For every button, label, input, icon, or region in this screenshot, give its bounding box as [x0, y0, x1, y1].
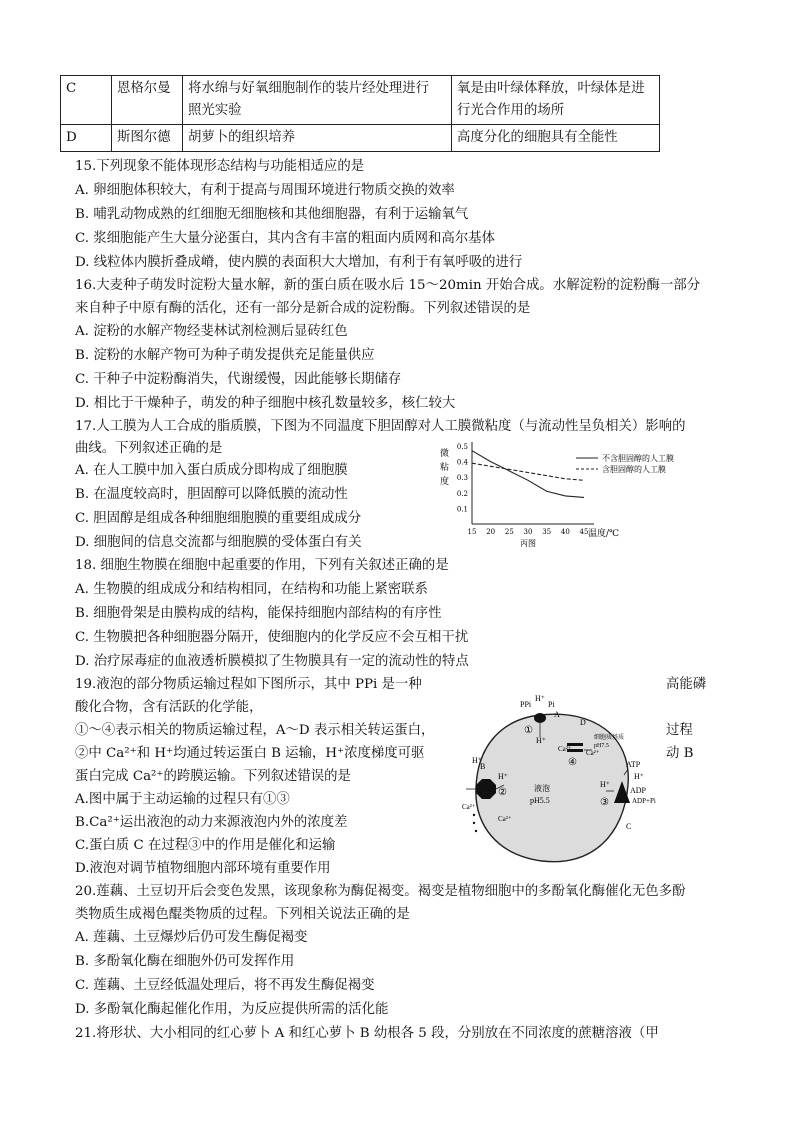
option-a: A. 淀粉的水解产物经斐林试剂检测后显砖红色 [75, 324, 348, 339]
question-stem: 20.莲藕、土豆切开后会变色发黑，该现象称为酶促褐变。褐变是植物细胞中的多酚氧化酶催化无色多酚 [75, 884, 686, 899]
label-h: H⁺ [535, 695, 545, 703]
experiment-table [60, 75, 660, 152]
label-atp: ATP [626, 760, 641, 769]
table-row [61, 76, 660, 125]
label-ca: Ca²⁺ [498, 815, 512, 823]
x-tick-label: 30 [523, 528, 533, 536]
label-ca: Ca²⁺ [586, 749, 600, 757]
question-stem: 高能磷 [666, 677, 707, 692]
table-cell [183, 76, 452, 125]
x-tick-label: 25 [504, 528, 514, 536]
label-1: ① [524, 725, 533, 736]
vacuole-transport-figure [452, 695, 662, 875]
series-line [472, 451, 584, 498]
label-adp: ADP [630, 786, 647, 795]
question-stem: ①～④表示相关的物质运输过程，A～D 表示相关转运蛋白， [75, 723, 435, 738]
option-a: A. 生物膜的组成成分和结构相同，在结构和功能上紧密联系 [75, 582, 428, 597]
label-ca: Ca²⁺ [462, 803, 476, 811]
label-ca: Ca²⁺ [558, 745, 572, 753]
question-stem: 15.下列现象不能体现形态结构与功能相适应的是 [75, 159, 365, 174]
option-c: C. 胆固醇是组成各种细胞细胞膜的重要组成成分 [75, 511, 362, 526]
label-h: H⁺ [498, 772, 508, 781]
label-b: B [480, 762, 486, 771]
label-cytoplasm: 细胞质基质 [594, 735, 625, 741]
label-c: C [626, 822, 632, 831]
label-pi: Pi [548, 700, 555, 709]
option-a: A. 卵细胞体积较大，有利于提高与周围环境进行物质交换的效率 [75, 183, 455, 198]
cell-text: 行光合作用的场所 [457, 103, 565, 118]
label-h: H⁺ [472, 756, 482, 765]
question-stem: 类物质生成褐色醌类物质的过程。下列相关说法正确的是 [75, 907, 410, 922]
y-tick-label: 0.5 [456, 443, 468, 451]
question-stem: 酸化合物，含有活跃的化学能， [75, 700, 263, 715]
option-a: A.图中属于主动运输的过程只有①③ [75, 792, 290, 807]
table-cell: 高度分化的细胞具有全能性 [452, 125, 660, 152]
option-d: D. 相比于干燥种子，萌发的种子细胞中核孔数量较多，核仁较大 [75, 396, 456, 411]
label-2: ② [498, 787, 507, 798]
label-d: D [580, 718, 586, 727]
label-4: ④ [568, 757, 577, 768]
cell-text: 照光实验 [188, 103, 242, 118]
chart-caption: 丙图 [520, 539, 536, 548]
label-adp-pi: ADP+Pi [632, 797, 656, 805]
x-tick-label: 40 [560, 528, 570, 536]
label-vacuole: 液泡 [534, 784, 550, 793]
option-c: C. 生物膜把各种细胞器分隔开，使细胞内的化学反应不会互相干扰 [75, 630, 469, 645]
label-a: A [554, 710, 560, 719]
label-h: H⁺ [600, 780, 610, 789]
x-tick-label: 45 [579, 528, 589, 536]
y-tick-label: 0.4 [456, 458, 468, 467]
x-tick-label: 20 [486, 528, 496, 536]
question-stem: 19.液泡的部分物质运输过程如下图所示，其中 PPi 是一种 [75, 677, 422, 692]
option-d: D.液泡对调节植物细胞内部环境有重要作用 [75, 861, 331, 876]
label-cytoplasm-ph: pH7.5 [594, 743, 609, 749]
option-d: D. 治疗尿毒症的血液透析膜模拟了生物膜具有一定的流动性的特点 [75, 654, 469, 669]
legend-entry: 不含胆固醇的人工膜 [602, 454, 674, 463]
label-ppi: PPi [520, 700, 532, 709]
question-stem: 21.将形状、大小相同的红心萝卜 A 和红心萝卜 B 幼根各 5 段，分别放在不同浓度的蔗糖溶液（甲 [75, 1026, 659, 1041]
table-cell: C [61, 76, 112, 125]
option-d: D. 多酚氧化酶起催化作用，为反应提供所需的活化能 [75, 1002, 389, 1017]
cell-text: 氧是由叶绿体释放，叶绿体是进 [457, 81, 645, 96]
table-cell: 斯图尔德 [112, 125, 183, 152]
protein-a-icon [534, 713, 546, 723]
x-tick-label: 15 [467, 528, 477, 536]
x-tick-label: 35 [542, 528, 552, 536]
option-b: B. 多酚氧化酶在细胞外仍可发挥作用 [75, 954, 295, 969]
question-stem: 动 B [666, 746, 694, 761]
question-stem: 18. 细胞生物膜在细胞中起重要的作用，下列有关叙述正确的是 [75, 558, 449, 573]
option-a: A. 莲藕、土豆爆炒后仍可发生酶促褐变 [75, 930, 308, 945]
option-b: B. 在温度较高时，胆固醇可以降低膜的流动性 [75, 487, 348, 502]
question-stem: 来自种子中原有酶的活化，还有一部分是新合成的淀粉酶。下列叙述错误的是 [75, 301, 531, 316]
question-stem: ②中 Ca²⁺和 H⁺均通过转运蛋白 B 运输，H⁺浓度梯度可驱 [75, 746, 425, 761]
option-b: B. 淀粉的水解产物可为种子萌发提供充足能量供应 [75, 348, 375, 363]
vacuole-svg [452, 695, 662, 875]
label-h: H⁺ [634, 772, 644, 781]
label-h: H⁺ [536, 736, 546, 745]
option-d: D. 线粒体内膜折叠成嵴，使内膜的表面积大大增加，有利于有氧呼吸的进行 [75, 255, 523, 270]
question-stem: 蛋白完成 Ca²⁺的跨膜运输。下列叙述错误的是 [75, 769, 351, 784]
protein-b-icon [476, 779, 496, 799]
question-stem: 过程 [666, 723, 693, 738]
option-d: D. 细胞间的信息交流都与细胞膜的受体蛋白有关 [75, 535, 362, 550]
y-tick-label: 0.2 [456, 489, 468, 498]
label-vacuole-ph: pH5.5 [530, 796, 550, 805]
calcium-dots [473, 814, 477, 832]
x-axis-label: 温度/℃ [588, 529, 620, 539]
option-b: B. 细胞骨架是由膜构成的结构，能保持细胞内部结构的有序性 [75, 606, 442, 621]
table-row [61, 125, 660, 152]
option-b: B. 哺乳动物成熟的红细胞无细胞核和其他细胞器，有利于运输氧气 [75, 207, 469, 222]
question-stem: 17.人工膜为人工合成的脂质膜，下图为不同温度下胆固醇对人工膜微粘度（与流动性呈负相关）影响的 [75, 419, 686, 434]
option-b: B.Ca²⁺运出液泡的动力来源液泡内外的浓度差 [75, 815, 348, 830]
legend-entry: 含胆固醇的人工膜 [602, 465, 666, 474]
option-c: C. 干种子中淀粉酶消失，代谢缓慢，因此能够长期储存 [75, 372, 402, 387]
series-line [472, 463, 584, 480]
option-c: C. 浆细胞能产生大量分泌蛋白，其内含有丰富的粗面内质网和高尔基体 [75, 231, 495, 246]
chart-svg [432, 442, 722, 550]
cell-text: 将水绵与好氧细胞制作的装片经处理进行 [188, 81, 430, 96]
option-c: C. 莲藕、土豆经低温处理后，将不再发生酶促褐变 [75, 978, 375, 993]
table-cell: 恩格尔曼 [112, 76, 183, 125]
option-c: C.蛋白质 C 在过程③中的作用是催化和运输 [75, 838, 336, 853]
question-stem: 曲线。下列叙述正确的是 [75, 441, 223, 456]
viscosity-chart [432, 442, 722, 550]
label-3: ③ [600, 797, 609, 808]
table-cell [452, 76, 660, 125]
table-cell: 胡萝卜的组织培养 [183, 125, 452, 152]
option-a: A. 在人工膜中加入蛋白质成分即构成了细胞膜 [75, 463, 348, 478]
y-axis-label: 度 [440, 477, 450, 487]
y-axis-label: 粘 [440, 463, 450, 473]
y-tick-label: 0.1 [456, 505, 468, 514]
y-axis-label: 微 [440, 449, 450, 459]
table-cell: D [61, 125, 112, 152]
question-stem: 16.大麦种子萌发时淀粉大量水解，新的蛋白质在吸水后 15～20min 开始合成。水解淀粉的淀粉酶一部分 [75, 278, 701, 293]
y-tick-label: 0.3 [456, 474, 468, 483]
